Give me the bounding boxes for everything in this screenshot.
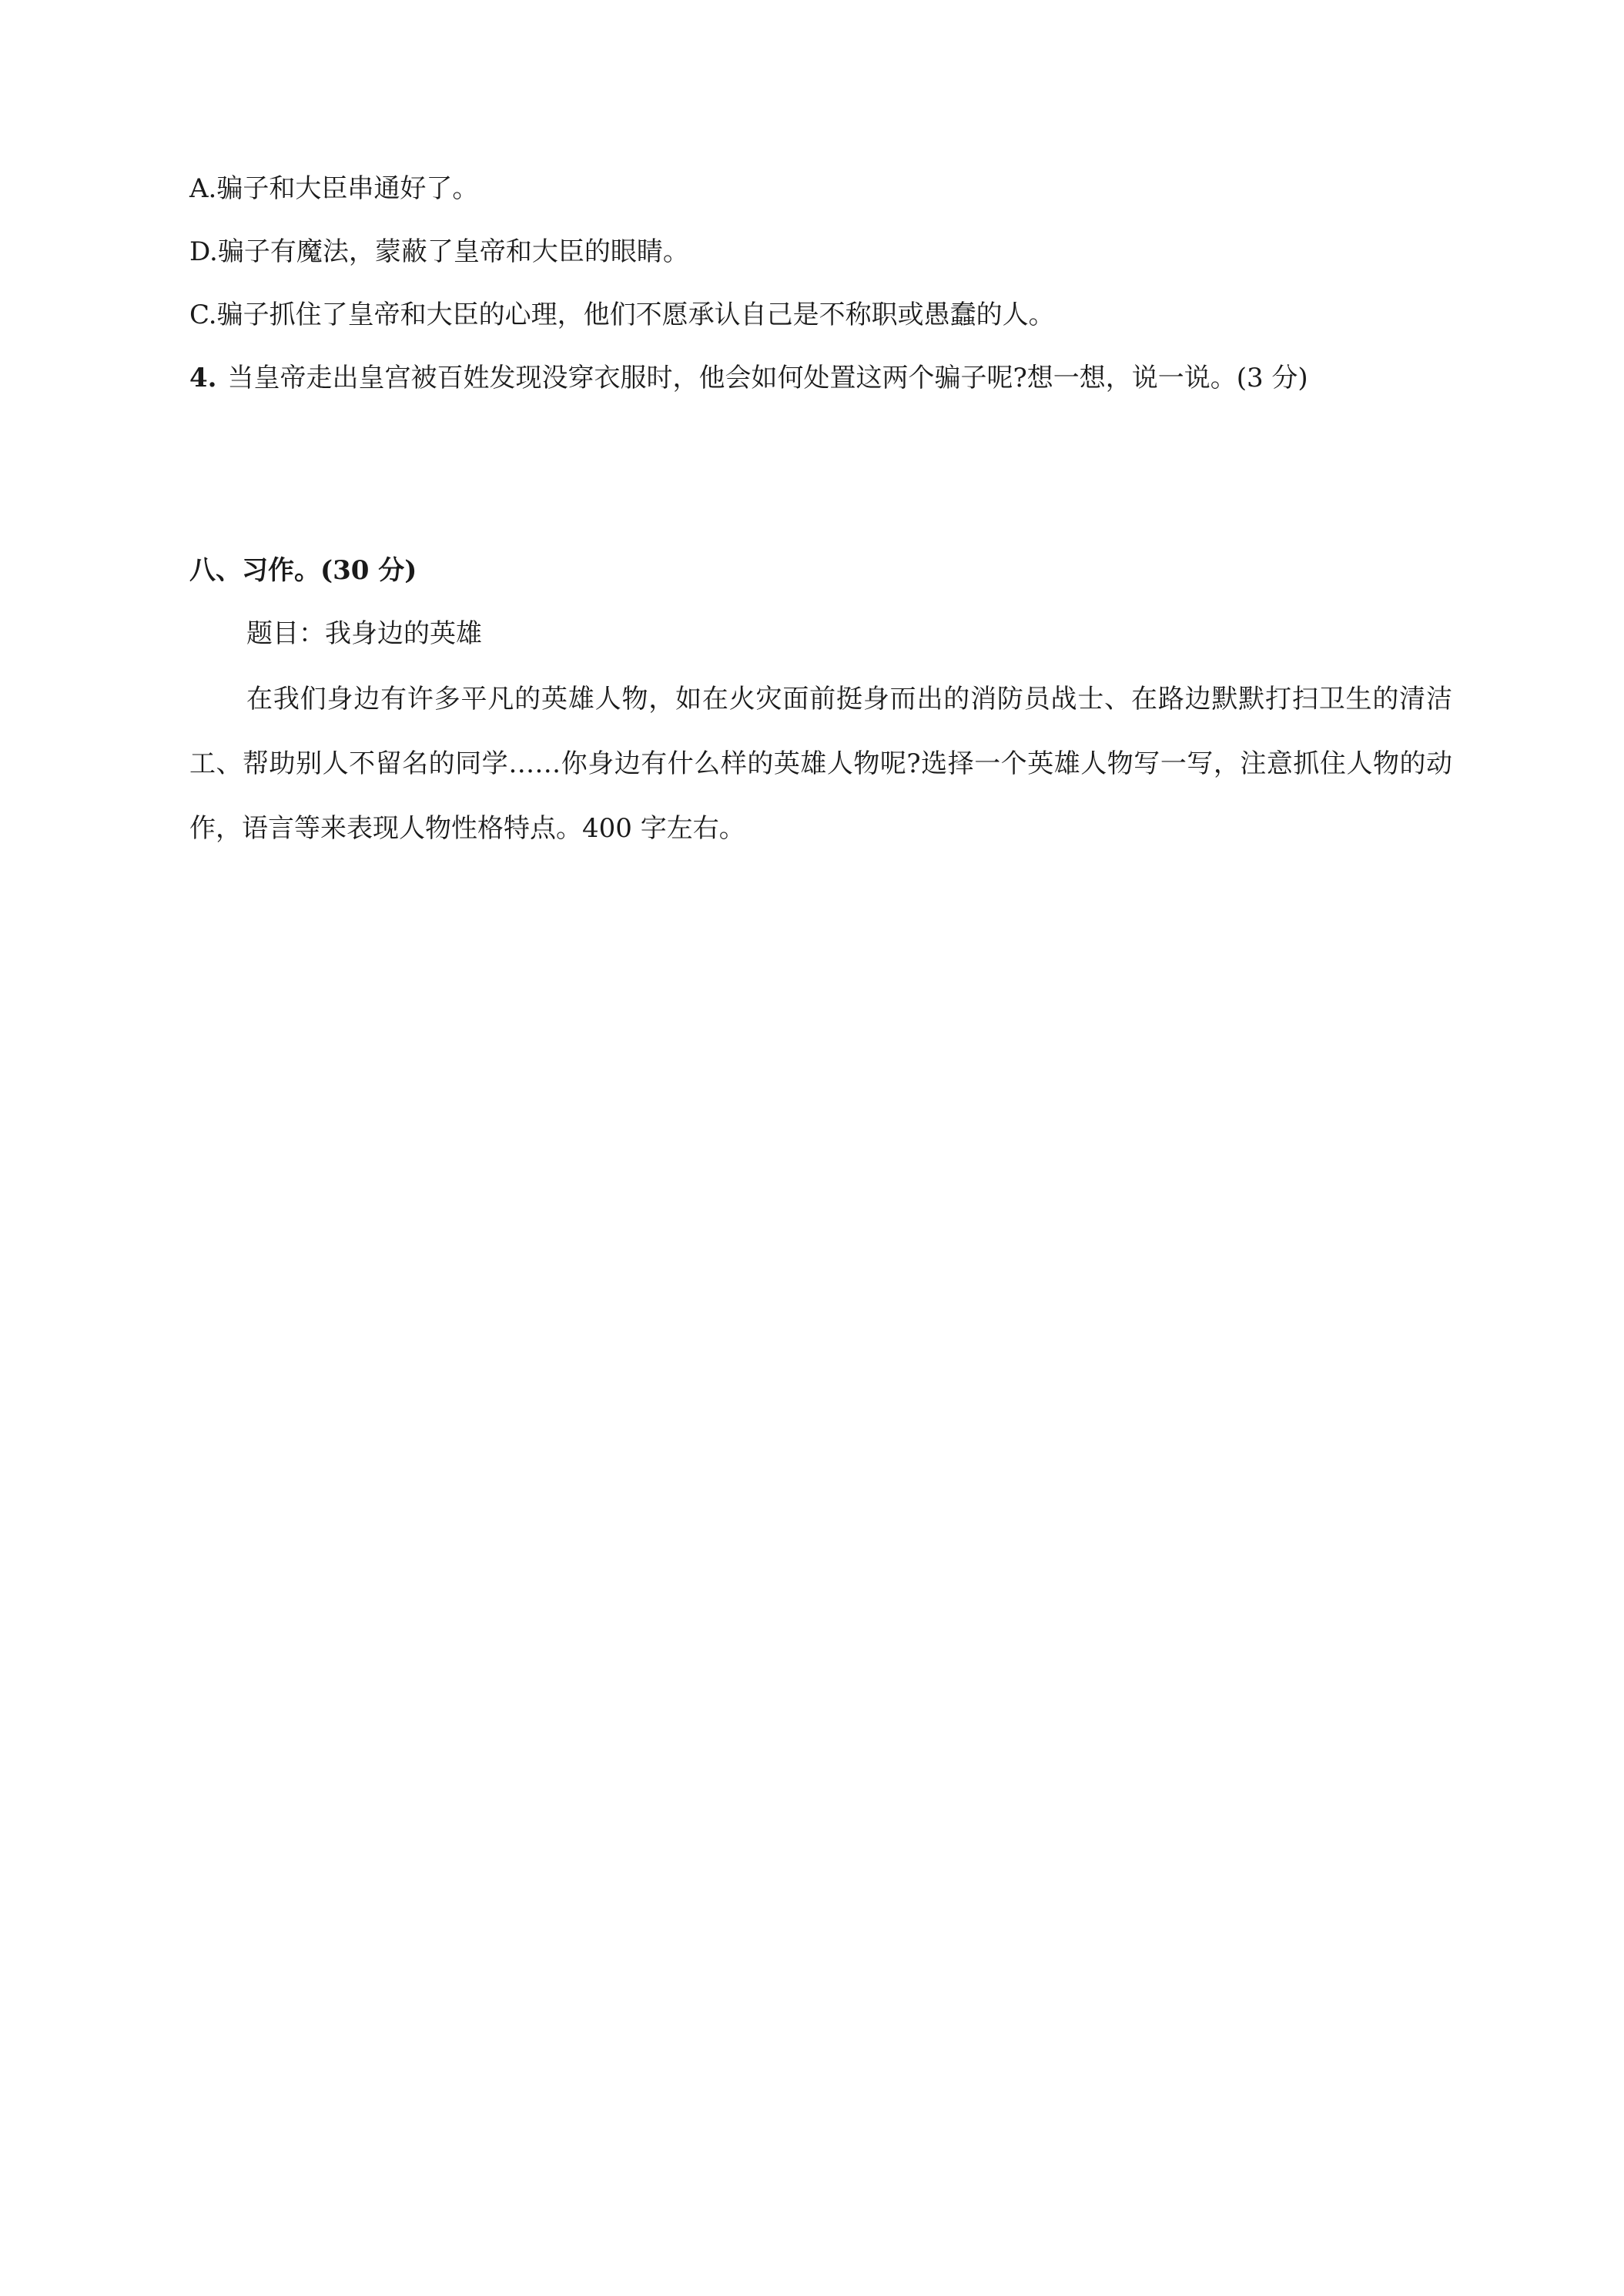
question-4-number: 4. [189, 363, 217, 393]
option-c: C.骗子抓住了皇帝和大臣的心理，他们不愿承认自己是不称职或愚蠢的人。 [189, 300, 1055, 330]
question-4-text: 当皇帝走出皇宫被百姓发现没穿衣服时，他会如何处置这两个骗子呢?想一想，说一说。(3 分) [227, 363, 1308, 393]
option-d: D.骗子有魔法，蒙蔽了皇帝和大臣的眼睛。 [189, 236, 689, 267]
essay-topic: 题目：我身边的英雄 [246, 618, 482, 649]
question-4 [189, 360, 1308, 396]
option-a: A.骗子和大臣串通好了。 [189, 173, 479, 204]
essay-prompt: 在我们身边有许多平凡的英雄人物，如在火灾面前挺身而出的消防员战士、在路边默默打扫卫生的清洁工、帮助别人不留名的同学……你身边有什么样的英雄人物呢?选择一个英雄人物写一写，注意抓住人物的动作，语言等来表现人物性格特点。400 字左右。 [189, 684, 1452, 844]
section-8-heading: 八、习作。(30 分) [189, 555, 417, 586]
